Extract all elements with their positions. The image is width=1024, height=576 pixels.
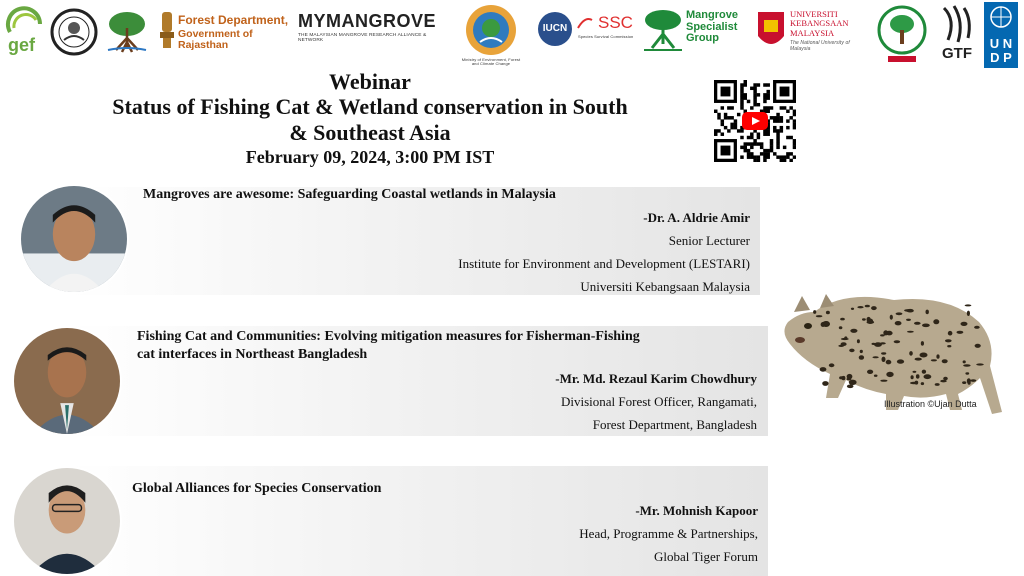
webinar-subtitle-line2: & Southeast Asia: [289, 119, 451, 145]
speaker-photo-3: [14, 468, 120, 574]
webinar-date: February 09, 2024, 3:00 PM IST: [245, 147, 495, 168]
talk-title-2-line2: cat interfaces in Northeast Bangladesh: [137, 346, 368, 362]
illustration-credit: Illustration ©Ujan Dutta: [884, 399, 977, 409]
webinar-subtitle-line1: Status of Fishing Cat & Wetland conservation in South: [112, 94, 628, 120]
speaker-name-1: -Dr. A. Aldrie Amir: [643, 210, 750, 225]
moef-logo-icon: [462, 2, 520, 58]
speaker-role-1: Senior Lecturer: [668, 233, 750, 248]
mangrove-tree-logo: [104, 8, 150, 56]
msg-line3: Group: [686, 32, 719, 45]
speaker-affiliation-1a: Institute for Environment and Development (LESTARI): [458, 256, 750, 271]
speaker-avatar-2: [12, 326, 122, 436]
msg-tree-icon: [642, 6, 684, 56]
speaker-affiliation-2: Forest Department, Bangladesh: [592, 417, 757, 432]
undp-line2: D P: [990, 49, 1012, 65]
speaker-details-2: [130, 367, 757, 436]
ukm-logo: [756, 8, 860, 60]
qr-code[interactable]: [714, 80, 796, 162]
speaker-name-3: -Mr. Mohnish Kapoor: [635, 503, 758, 518]
institute-seal-logo: [50, 8, 98, 56]
ssc-species-icon: [576, 14, 594, 32]
emblem-seal-icon: [50, 8, 98, 56]
ssc-caption: Species Survival Commission: [578, 34, 634, 39]
mymangrove-wordmark: MYMANGROVE: [298, 11, 437, 31]
speaker-role-2: Divisional Forest Officer, Rangamati,: [560, 394, 757, 409]
youtube-icon: [742, 112, 768, 130]
rajasthan-forest-line2: Government of Rajasthan: [178, 27, 253, 51]
undp-line1: U N: [989, 36, 1013, 51]
speaker-details-1: [130, 206, 750, 298]
webinar-title: Webinar: [329, 69, 411, 94]
partner-logo-strip: [0, 0, 1024, 68]
moef-logo: [462, 2, 520, 68]
talk-title-3: Global Alliances for Species Conservation: [132, 481, 382, 496]
rajasthan-forest-logo: [178, 14, 296, 51]
ukm-line3: MALAYSIA: [790, 27, 835, 38]
ukm-crest-icon: [756, 10, 786, 52]
speaker-photo-2: [14, 328, 120, 434]
moef-caption: Ministry of Environment, Forest and Climate Change: [461, 57, 521, 67]
tiger-stripe-icon: [938, 4, 974, 44]
gef-logo: [4, 6, 46, 60]
speaker-photo-1: [21, 186, 127, 292]
speaker-affiliation-3: Global Tiger Forum: [653, 549, 758, 564]
bangladesh-forest-emblem-icon: [876, 4, 928, 66]
speaker-affiliation-1b: Universiti Kebangsaan Malaysia: [580, 279, 750, 294]
national-emblem-logo: [158, 8, 176, 52]
speaker-role-3: Head, Programme & Partnerships,: [579, 526, 758, 541]
speaker-details-3: [130, 499, 758, 568]
iucn-logo: [538, 12, 572, 46]
ukm-line1: UNIVERSITI: [790, 9, 838, 19]
ssc-wordmark: SSC: [598, 13, 633, 32]
undp-logo: [984, 2, 1018, 68]
un-emblem-icon: [984, 2, 1018, 32]
speaker-name-2: -Mr. Md. Rezaul Karim Chowdhury: [555, 371, 757, 386]
rajasthan-forest-line1: Forest Department,: [178, 13, 289, 27]
ukm-caption: The National University of Malaysia: [790, 40, 850, 53]
national-emblem-icon: [158, 8, 176, 52]
msg-line2: Specialist: [686, 20, 738, 33]
speaker-avatar-1: [19, 184, 129, 294]
mymangrove-logo: [298, 12, 448, 43]
msg-line1: Mangrove: [686, 9, 738, 21]
mangrove-specialist-group-logo: [642, 6, 742, 58]
gtf-wordmark: GTF: [942, 45, 972, 62]
webinar-header: [40, 70, 700, 168]
speaker-avatar-3: [12, 466, 122, 576]
talk-title-2-line1: Fishing Cat and Communities: Evolving mitigation measures for Fisherman-Fishing: [137, 329, 640, 344]
talk-title-1: Mangroves are awesome: Safeguarding Coastal wetlands in Malaysia: [143, 187, 556, 202]
ukm-line2: KEBANGSAAN: [790, 18, 849, 29]
mangrove-tree-icon: [104, 8, 150, 56]
gtf-logo: [938, 4, 974, 66]
mymangrove-tagline: THE MALAYSIAN MANGROVE RESEARCH ALLIANCE & NETWORK: [298, 32, 427, 43]
fishing-cat-illustration: [774, 282, 1010, 418]
gef-wordmark: gef: [8, 35, 35, 55]
talk-title-2: [137, 328, 767, 364]
bangladesh-forest-logo: [876, 4, 928, 66]
iucn-wordmark: IUCN: [542, 22, 568, 34]
